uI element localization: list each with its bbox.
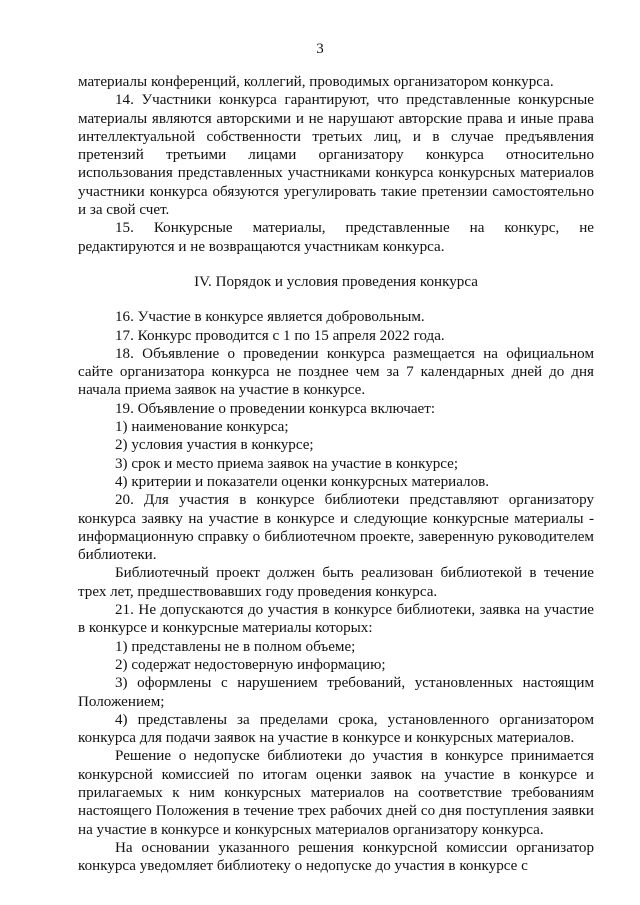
paragraph-20: 20. Для участия в конкурсе библиотеки представляют организатору конкурса заявку на участие в конкурсе и следующие конкурсные материалы - информационную справку о библиотечном проекте, заверенную руководителем библиотеки. (78, 492, 594, 564)
list-item-19-3: 3) срок и место приема заявок на участие в конкурсе; (115, 455, 459, 472)
paragraph-18: 18. Объявление о проведении конкурса размещается на официальном сайте организатора конкурса не позднее чем за 7 календарных дней до дня начала приема заявок на участие в конкурсе. (78, 345, 594, 399)
list-item-21-3: 3) оформлены с нарушением требований, установленных настоящим Положением; (78, 675, 594, 710)
list-item-21-4: 4) представлены за пределами срока, установленного организатором конкурса для подачи заявок на участие в конкурсе и конкурсных материалов. (78, 711, 594, 747)
list-item-19-2: 2) условия участия в конкурсе; (115, 437, 314, 454)
list-item-19-4: 4) критерии и показатели оценки конкурсных материалов. (115, 473, 490, 490)
paragraph-21-notice: На основании указанного решения конкурсной комиссии организатор конкурса уведомляет библиотеку о недопуске до участия в конкурсе с (78, 839, 594, 875)
list-item-21-1: 1) представлены не в полном объеме; (115, 638, 356, 655)
list-item-21-2: 2) содержат недостоверную информацию; (115, 656, 386, 673)
paragraph-20-project: Библиотечный проект должен быть реализован библиотекой в течение трех лет, предшествовавших году проведения конкурса. (78, 565, 594, 600)
paragraph-21-decision: Решение о недопуске библиотеки до участия в конкурсе принимается конкурсной комиссией по итогам оценки заявок на участие в конкурсе и прилагаемых к ним конкурсных материалов на соответствие требованиям настоящего Положения в течение трех рабочих дней со дня поступления заявки на участие в конкурсе и конкурсных материалов организатору конкурса. (78, 748, 594, 838)
document-body (78, 73, 594, 875)
paragraph-19: 19. Объявление о проведении конкурса включает: (115, 400, 436, 417)
paragraph-continuation: материалы конференций, коллегий, проводимых организатором конкурса. (78, 74, 554, 90)
section-heading: IV. Порядок и условия проведения конкурса (194, 273, 478, 290)
list-item-19-1: 1) наименование конкурса; (115, 419, 289, 436)
paragraph-21: 21. Не допускаются до участия в конкурсе библиотеки, заявка на участие в конкурсе и конкурсные материалы которых: (78, 602, 594, 637)
page-number: 3 (316, 41, 324, 57)
paragraph-14: 14. Участники конкурса гарантируют, что представленные конкурсные материалы являются авторскими и не нарушают авторские права и иные права интеллектуальной собственности третьих лиц, и в случае предъявления претензий третьими лицами организатору конкурса относительно использования представленных участниками конкурса конкурсных материалов участники конкурса обязуются урегулировать такие претензии самостоятельно и за свой счет. (78, 92, 594, 219)
paragraph-16: 16. Участие в конкурсе является добровольным. (115, 309, 425, 326)
paragraph-15: 15. Конкурсные материалы, представленные на конкурс, не редактируются и не возвращаются участникам конкурса. (78, 220, 594, 255)
paragraph-17: 17. Конкурс проводится с 1 по 15 апреля 2022 года. (115, 327, 445, 344)
